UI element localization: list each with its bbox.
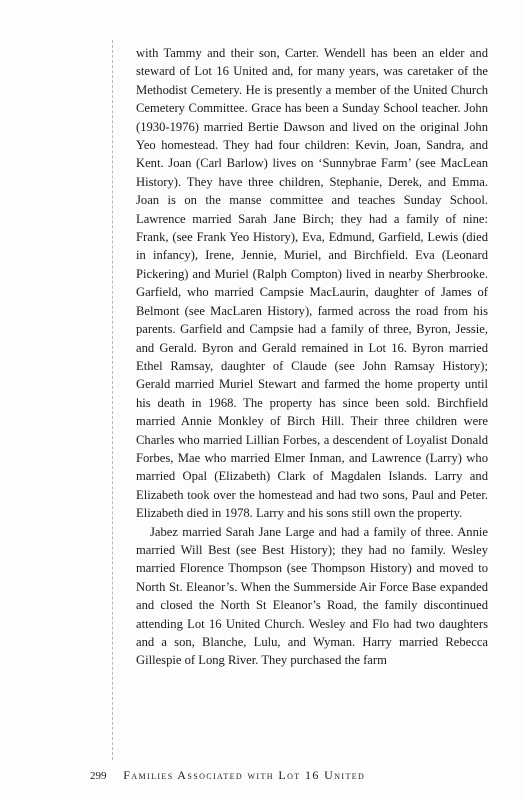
running-head: Families Associated with Lot 16 United bbox=[123, 768, 366, 782]
body-text bbox=[136, 44, 488, 670]
paragraph-continuation: with Tammy and their son, Carter. Wendell has been an elder and steward of Lot 16 United and, for many years, was caretaker of the Methodist Cemetery. He is presently a member of the United Church Cemetery Committee. Grace has been a Sunday School teacher. John (1930-1976) married Bertie Dawson and lived on the original John Yeo homestead. They had four children: Kevin, Joan, Sandra, and Kent. Joan (Carl Barlow) lives on ‘Sunnybrae Farm’ (see MacLean History). They have three children, Stephanie, Derek, and Emma. Joan is on the manse committee and teaches Sunday School. Lawrence married Sarah Jane Birch; they had a family of nine: Frank, (see Frank Yeo History), Eva, Edmund, Garfield, Lewis (died in infancy), Irene, Jennie, Muriel, and Birchfield. Eva (Leonard Pickering) and Muriel (Ralph Compton) lived in nearby Sherbrooke. Garfield, who married Campsie MacLaurin, daughter of James of Belmont (see MacLaren History), farmed across the road from his parents. Garfield and Campsie had a family of three, Byron, Jessie, and Gerald. Byron and Gerald remained in Lot 16. Byron married Ethel Ramsay, daughter of Claude (see John Ramsay History); Gerald married Muriel Stewart and farmed the home property until his death in 1968. The property has since been sold. Birchfield married Annie Monkley of Birch Hill. Their three children were Charles who married Lillian Forbes, a descendent of Loyalist Donald Forbes, Mae who married Elmer Inman, and Lawrence (Larry) who married Opal (Elizabeth) Clark of Magdalen Islands. Larry and Elizabeth took over the homestead and had two sons, Paul and Peter. Elizabeth died in 1978. Larry and his sons still own the property. bbox=[136, 46, 488, 521]
page-footer bbox=[90, 768, 365, 783]
page-number: 299 bbox=[90, 770, 107, 782]
page-binding-edge bbox=[112, 40, 113, 760]
paragraph-jabez: Jabez married Sarah Jane Large and had a family of three. Annie married Will Best (see Best History); they had no family. Wesley married Florence Thompson (see Thompson History) and moved to North St. Eleanor’s. When the Summerside Air Force Base expanded and closed the North St Eleanor’s Road, the family discontinued attending Lot 16 United Church. Wesley and Flo had two daughters and a son, Blanche, Lulu, and Wyman. Harry married Rebecca Gillespie of Long River. They purchased the farm bbox=[136, 524, 488, 668]
